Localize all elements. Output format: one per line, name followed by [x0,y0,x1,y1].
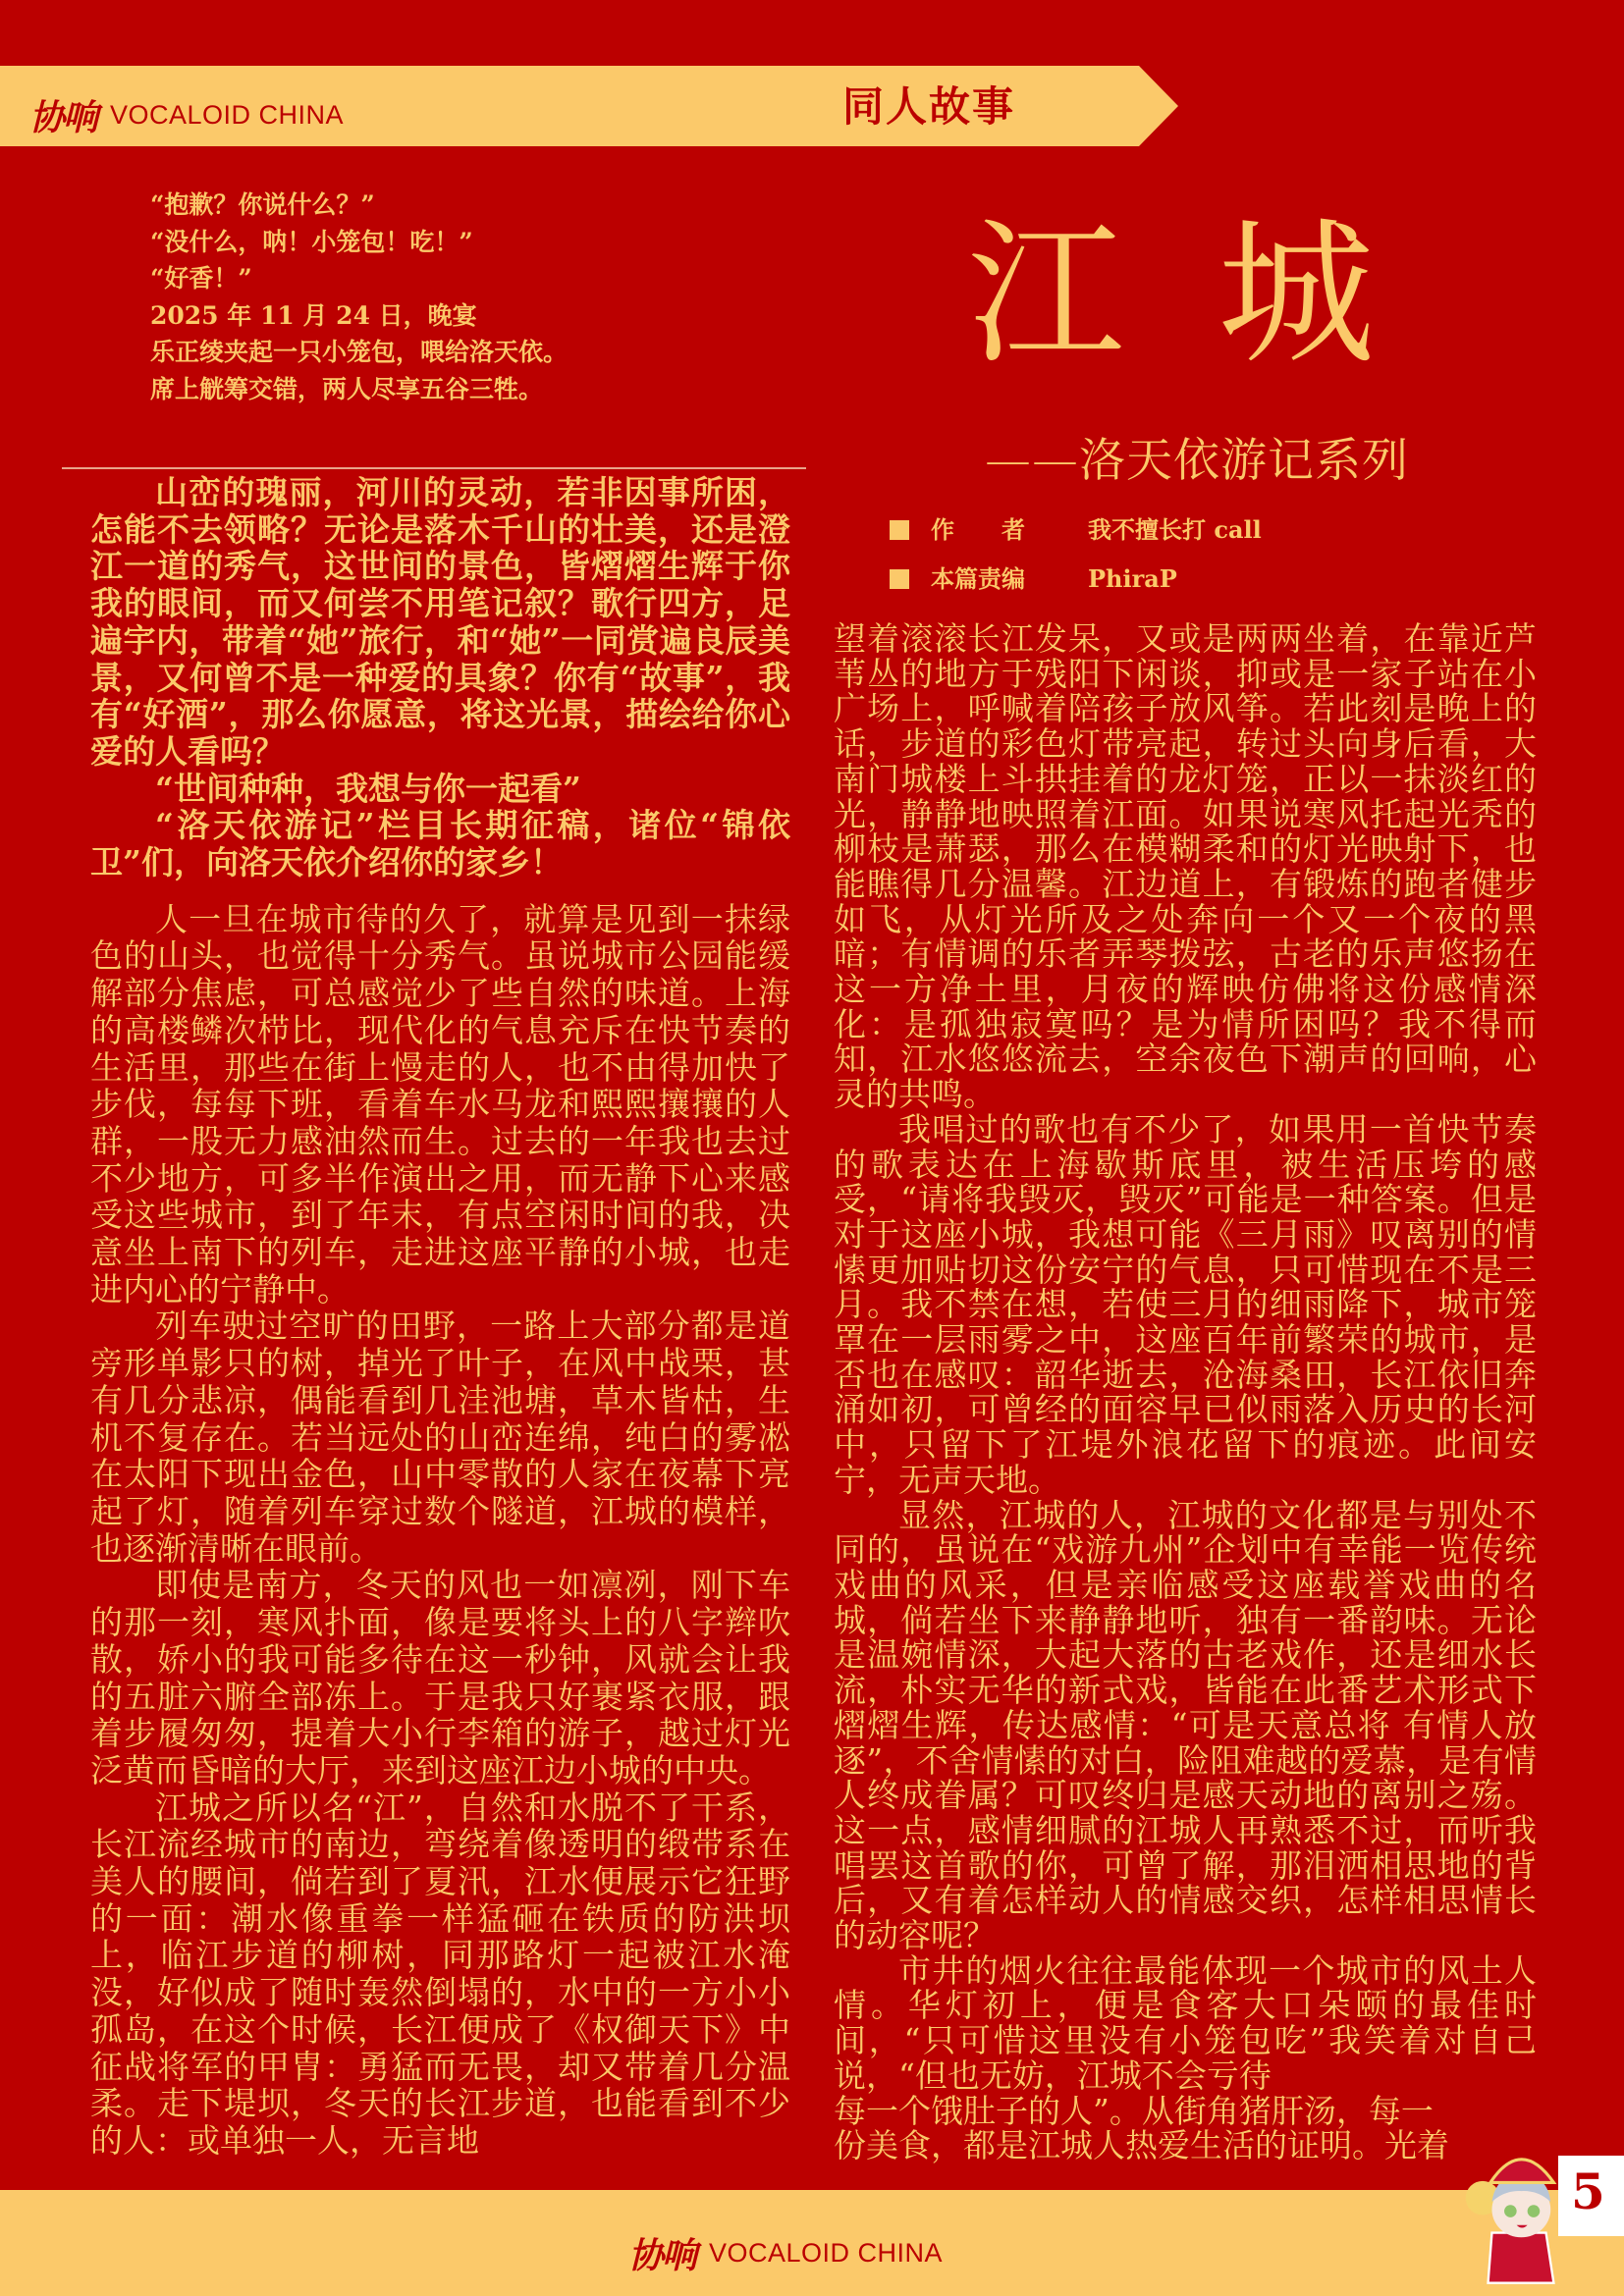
body-paragraph: 江城之所以名“江”，自然和水脱不了干系，长江流经城市的南边，弯绕着像透明的缎带系在美人的腰间，倘若到了夏汛，江水便展示它狂野的一面：潮水像重拳一样猛砸在铁质的防洪坝上，临江步道的柳树，同那路灯一起被江水淹没，好似成了随时轰然倒塌的，水中的一方小小孤岛，在这个时候，长江便成了《权御天下》中征战将军的甲胄：勇猛而无畏，却又带着几分温柔。走下堤坝，冬天的长江步道，也能看到不少的人：或单独一人，无言地 [90,1788,790,2160]
intro-line: 乐正绫夹起一只小笼包，喂给洛天依。 [150,338,568,366]
intro-line: “没什么，呐！小笼包！吃！” [150,227,473,256]
credit-label: 作 者 [931,515,1025,544]
lead-paragraph: “洛天依游记”栏目长期征稿，诸位“锦依卫”们，向洛天依介绍你的家乡！ [90,806,790,882]
body-paragraph: 即使是南方，冬天的风也一如凛冽，刚下车的那一刻，寒风扑面，像是要将头上的八字辫吹散，娇小的我可能多待在这一秒钟，风就会让我的五脏六腑全部冻上。于是我只好裹紧衣服，跟着步履匆匆，提着大小行李箱的游子，越过灯光泛黄而昏暗的大厅，来到这座江边小城的中央。 [90,1566,790,1789]
bullet-square-icon [890,569,909,589]
credit-value: PhiraP [1088,564,1177,593]
credit-value: 我不擅长打 call [1088,515,1262,544]
right-column [834,621,1537,2163]
footer-logo [628,2228,943,2278]
logo-mark: 协响 [29,97,97,138]
body-paragraph: 市井的烟火往往最能体现一个城市的风土人情。华灯初上，便是食客大口朵颐的最佳时间，“只可惜这里没有小笼包吃”我笑着对自己说，“但也无妨，江城不会亏待 [834,1950,1537,2095]
logo-text: VOCALOID CHINA [709,2238,944,2268]
article-subtitle: ——洛天依游记系列 [985,434,1409,488]
section-title: 同人故事 [842,82,1016,131]
eye [1528,2205,1541,2217]
lead-paragraph: 山峦的瑰丽，河川的灵动，若非因事所困，怎能不去领略？无论是落木千山的壮美，还是澄江一道的秀气，这世间的景色，皆熠熠生辉于你我的眼间，而又何尝不用笔记叙？歌行四方，足遍宇内，带着“她”旅行，和“她”一同赏遍良辰美景，又何曾不是一种爱的具象？你有“故事”，我有“好酒”，那么你愿意，将这光景，描绘给你心爱的人看吗？ [90,473,790,771]
intro-line: “抱歉？你说什么？” [150,190,375,219]
body-paragraph: 列车驶过空旷的田野，一路上大部分都是道旁形单影只的树，掉光了叶子，在风中战栗，甚有几分悲凉，偶能看到几洼池塘，草木皆枯，生机不复存在。若当远处的山峦连绵，纯白的雾凇在太阳下现出金色，山中零散的人家在夜幕下亮起了灯，随着列车穿过数个隧道，江城的模样，也逐渐清晰在眼前。 [90,1307,790,1568]
body-paragraph-continued: 望着滚滚长江发呆，又或是两两坐着，在靠近芦苇丛的地方于残阳下闲谈，抑或是一家子站在小广场上，呼喊着陪孩子放风筝。若此刻是晚上的话，步道的彩色灯带亮起，转过头向身后看，大南门城楼上斗拱挂着的龙灯笼，正以一抹淡红的光，静静地映照着江面。如果说寒风托起光秃的柳枝是萧瑟，那么在模糊柔和的灯光映射下，也能瞧得几分温馨。江边道上，有锻炼的跑者健步如飞，从灯光所及之处奔向一个又一个夜的黑暗；有情调的乐者弄琴拨弦，古老的乐声悠扬在这一方净土里，月夜的辉映仿佛将这份感情深化：是孤独寂寞吗？是为情所困吗？我不得而知，江水悠悠流去，空余夜色下潮声的回响，心灵的共鸣。 [834,619,1537,1114]
bullet-square-icon [890,520,909,540]
logo-text: VOCALOID CHINA [110,100,345,130]
robe [1489,2233,1554,2283]
header-logo [29,90,344,140]
article-title: 江城 [967,202,1469,386]
credits [890,506,1262,604]
logo-mark: 协响 [628,2235,696,2276]
intro-line: 2025 年 11 月 24 日，晚宴 [150,300,477,330]
body-paragraph: 人一旦在城市待的久了，就算是见到一抹绿色的山头，也觉得十分秀气。虽说城市公园能缓解部分焦虑，可总感觉少了些自然的味道。上海的高楼鳞次栉比，现代化的气息充斥在快节奏的生活里，那些在街上慢走的人，也不由得加快了步伐，每每下班，看着车水马龙和熙熙攘攘的人群，一股无力感油然而生。过去的一年我也去过不少地方，可多半作演出之用，而无静下心来感受这些城市，到了年末，有点空闲时间的我，决意坐上南下的列车，走进这座平静的小城，也走进内心的宁静中。 [90,899,790,1308]
intro-dialogue [150,187,568,407]
lead-paragraph: “世间种种，我想与你一起看” [155,769,581,808]
credit-label: 本篇责编 [931,564,1025,593]
divider [62,467,806,469]
page-number: 5 [1571,2163,1605,2220]
body-paragraph: 我唱过的歌也有不少了，如果用一首快节奏的歌表达在上海歇斯底里，被生活压垮的感受，“请将我毁灭，毁灭”可能是一种答案。但是对于这座小城，我想可能《三月雨》叹离别的情愫更加贴切这份安宁的气息，只可惜现在不是三月。我不禁在想，若使三月的细雨降下，城市笼罩在一层雨雾之中，这座百年前繁荣的城市，是否也在感叹：韶华逝去，沧海桑田，长江依旧奔涌如初，可曾经的面容早已似雨落入历史的长河中，只留下了江堤外浪花留下的痕迹。此间安宁，无声天地。 [834,1109,1537,1499]
body-line: 每一个饿肚子的人”。从街角猪肝汤，每一 [834,2091,1434,2130]
intro-line: “好香！” [150,264,252,293]
body-paragraph: 显然，江城的人，江城的文化都是与别处不同的，虽说在“戏游九州”企划中有幸能一览传统戏曲的风采，但是亲临感受这座载誉戏曲的名城，倘若坐下来静静地听，独有一番韵味。无论是温婉情深，大起大落的古老戏作，还是细水长流，朴实无华的新式戏，皆能在此番艺术形式下熠熠生辉，传达感情：“可是天意总将 有情人放逐”，不舍情愫的对白，险阻难越的爱慕，是有情人终成眷属？可叹终归是感天动地的离别之殇。这一点，感情细腻的江城人再熟悉不过，而听我唱罢这首歌的你，可曾了解，那泪洒相思地的背后，又有着怎样动人的情感交织，怎样相思情长的动容呢？ [834,1495,1537,1955]
eye [1504,2205,1517,2217]
lead-paragraphs [90,474,790,881]
left-column [90,474,790,2160]
credit-editor [890,555,1262,604]
intro-line: 席上觥筹交错，两人尽享五谷三牲。 [150,374,544,403]
credit-author [890,506,1262,555]
body-line: 份美食，都是江城人热爱生活的证明。光着 [834,2126,1449,2165]
